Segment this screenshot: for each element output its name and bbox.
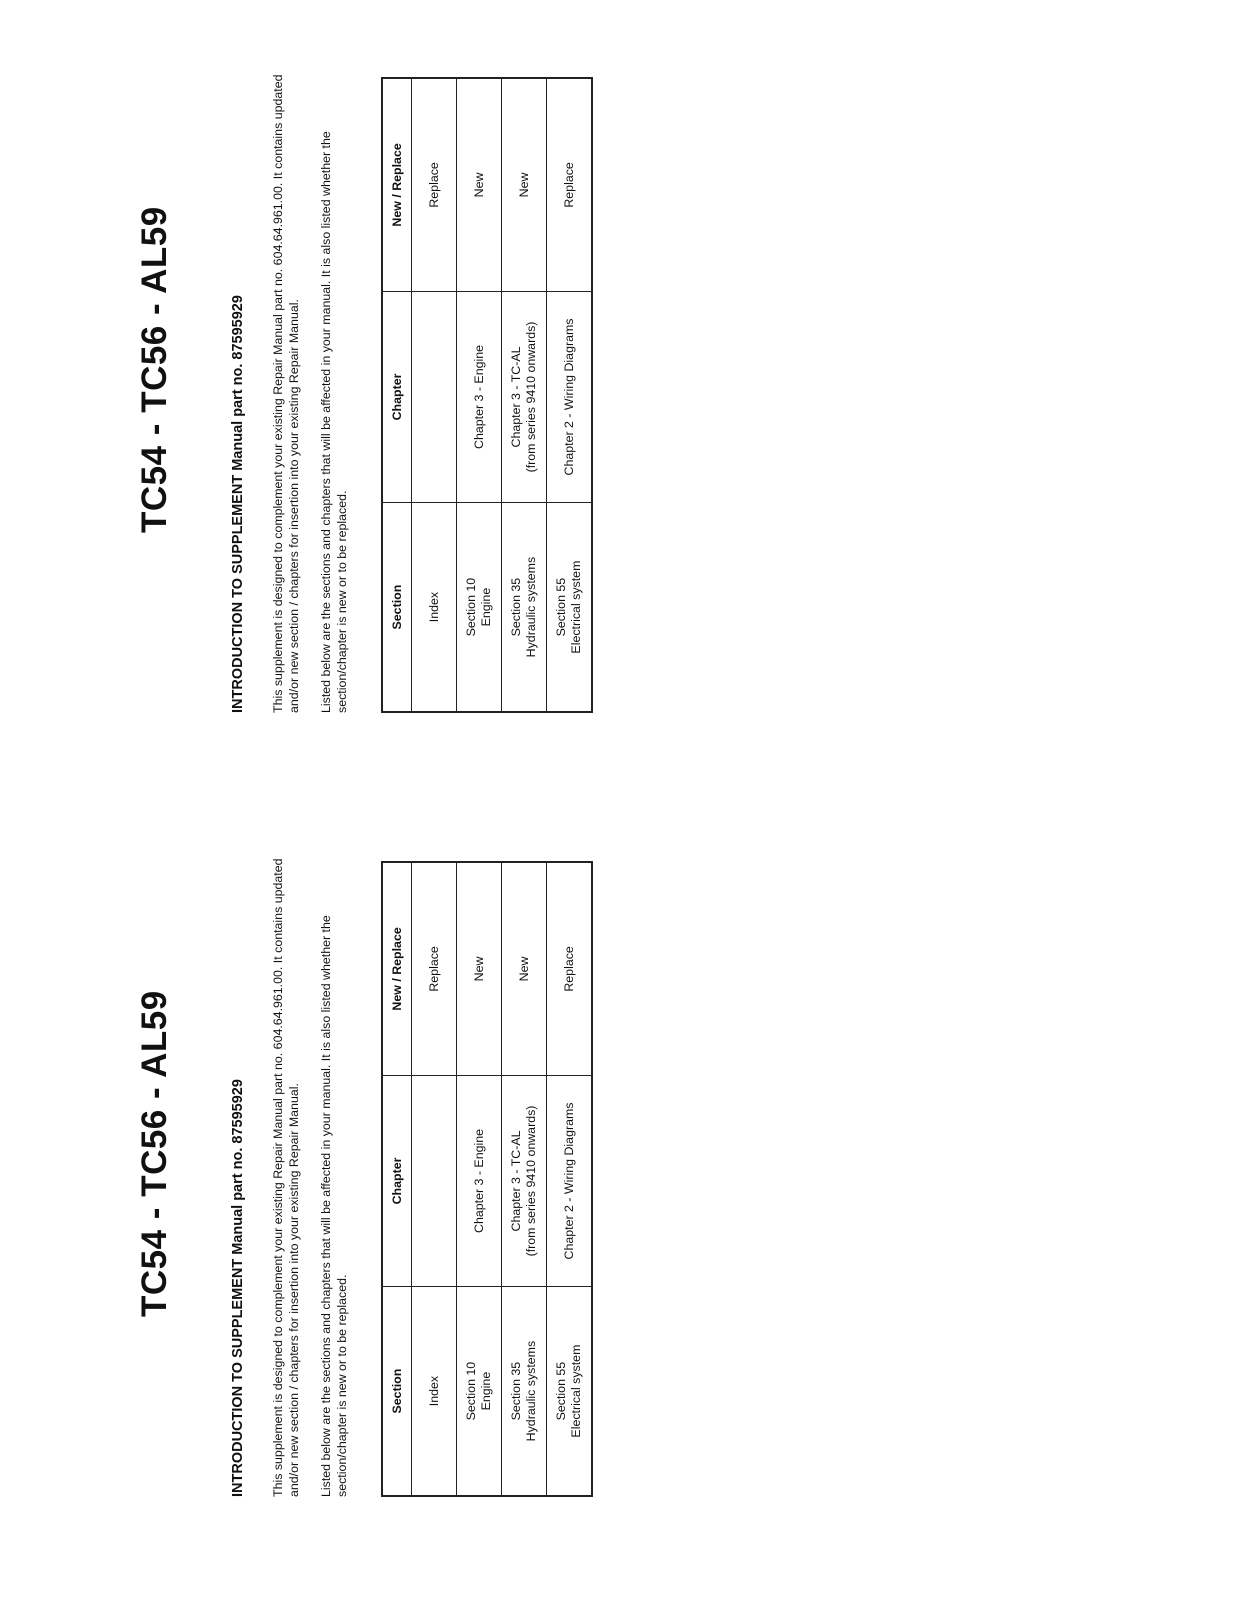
cell-chapter bbox=[412, 291, 457, 502]
cell-chapter bbox=[412, 1075, 457, 1286]
sections-table bbox=[381, 77, 593, 713]
intro-paragraph-1: This supplement is designed to complement your existing Repair Manual part no. 604.64.961.00. It contains updated and/or new section / chapters for insertion into your existing Repair Manual. bbox=[271, 858, 301, 1497]
header-chapter: Chapter bbox=[382, 1075, 412, 1286]
cell-chapter: Chapter 2 - Wiring Diagrams bbox=[547, 1075, 593, 1286]
cell-section: Section 35 Hydraulic systems bbox=[502, 503, 547, 712]
table-row bbox=[412, 862, 457, 1496]
cell-section: Index bbox=[412, 1287, 457, 1496]
table-header-row bbox=[382, 862, 412, 1496]
header-new-replace: New / Replace bbox=[382, 862, 412, 1075]
intro-heading-rest: Manual part no. 87595929 bbox=[230, 1079, 246, 1255]
cell-status: Replace bbox=[412, 78, 457, 291]
table-header-row bbox=[382, 78, 412, 712]
cell-status: New bbox=[457, 78, 502, 291]
cell-status: Replace bbox=[412, 862, 457, 1075]
table-row bbox=[502, 862, 547, 1496]
cell-status: New bbox=[457, 862, 502, 1075]
cell-section: Section 10 Engine bbox=[457, 1287, 502, 1496]
table-row bbox=[502, 78, 547, 712]
intro-paragraph-2: Listed below are the sections and chapters that will be affected in your manual. It is also listed whether the section/chapter is new or to be replaced. bbox=[319, 915, 349, 1497]
header-new-replace: New / Replace bbox=[382, 78, 412, 291]
intro-heading bbox=[230, 73, 246, 713]
supplement-page-lower bbox=[135, 857, 595, 1497]
intro-paragraph-2: Listed below are the sections and chapters that will be affected in your manual. It is also listed whether the section/chapter is new or to be replaced. bbox=[319, 131, 349, 713]
header-section: Section bbox=[382, 503, 412, 712]
intro-paragraph-1: This supplement is designed to complement your existing Repair Manual part no. 604.64.961.00. It contains updated and/or new section / chapters for insertion into your existing Repair Manual. bbox=[271, 74, 301, 713]
cell-status: New bbox=[502, 78, 547, 291]
cell-chapter: Chapter 3 - TC-AL (from series 9410 onwards) bbox=[502, 1075, 547, 1286]
cell-status: New bbox=[502, 862, 547, 1075]
cell-status: Replace bbox=[547, 862, 593, 1075]
page-title: TC54 - TC56 - AL59 bbox=[135, 206, 174, 533]
cell-section: Section 55 Electrical system bbox=[547, 503, 593, 712]
cell-section: Section 35 Hydraulic systems bbox=[502, 1287, 547, 1496]
cell-section: Section 55 Electrical system bbox=[547, 1287, 593, 1496]
cell-chapter: Chapter 2 - Wiring Diagrams bbox=[547, 291, 593, 502]
cell-status: Replace bbox=[547, 78, 593, 291]
sections-table bbox=[381, 861, 593, 1497]
cell-section: Index bbox=[412, 503, 457, 712]
header-section: Section bbox=[382, 1287, 412, 1496]
page-title: TC54 - TC56 - AL59 bbox=[135, 990, 174, 1317]
intro-heading-main: INTRODUCTION TO SUPPLEMENT bbox=[230, 1258, 246, 1497]
table-row bbox=[412, 78, 457, 712]
supplement-page-upper bbox=[135, 73, 595, 713]
cell-chapter: Chapter 3 - Engine bbox=[457, 291, 502, 502]
table-row bbox=[457, 78, 502, 712]
cell-chapter: Chapter 3 - TC-AL (from series 9410 onwards) bbox=[502, 291, 547, 502]
cell-section: Section 10 Engine bbox=[457, 503, 502, 712]
header-chapter: Chapter bbox=[382, 291, 412, 502]
intro-heading bbox=[230, 857, 246, 1497]
table-row bbox=[547, 862, 593, 1496]
table-row bbox=[457, 862, 502, 1496]
cell-chapter: Chapter 3 - Engine bbox=[457, 1075, 502, 1286]
intro-heading-rest: Manual part no. 87595929 bbox=[230, 295, 246, 471]
intro-heading-main: INTRODUCTION TO SUPPLEMENT bbox=[230, 474, 246, 713]
table-row bbox=[547, 78, 593, 712]
